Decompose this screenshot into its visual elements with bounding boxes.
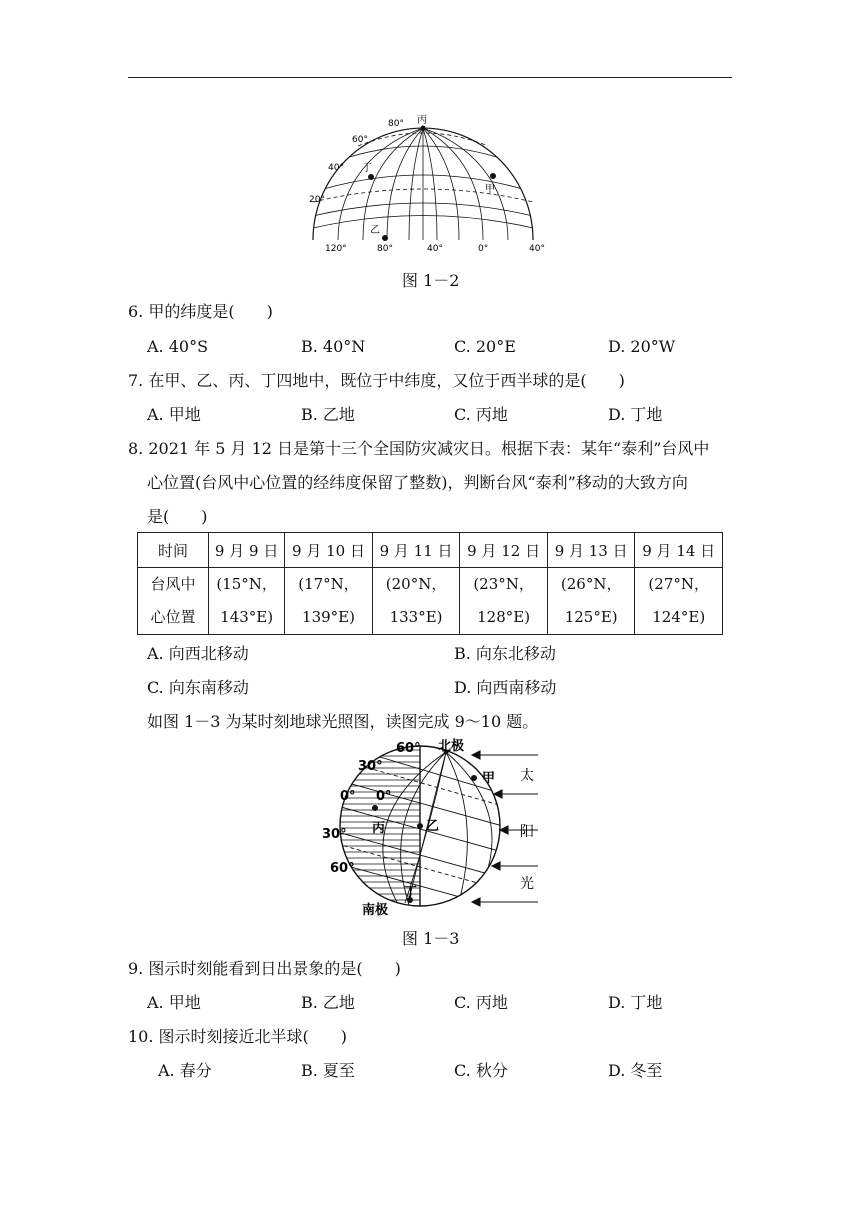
table-row	[138, 568, 723, 635]
q7-option-d[interactable]: D. 丁地	[608, 405, 663, 424]
lat-value: (26°N，	[560, 575, 622, 593]
globe-north-pole-label: 北极	[438, 739, 465, 754]
point-ding	[368, 174, 374, 180]
q8-option-b[interactable]: B. 向东北移动	[454, 644, 556, 663]
lat-value: (23°N，	[473, 575, 534, 593]
point-yi	[382, 235, 388, 241]
figure-1-3-caption: 图 1－3	[402, 929, 460, 948]
q6-option-d[interactable]: D. 20°W	[608, 337, 676, 356]
point-jia	[490, 173, 496, 179]
q7-option-c[interactable]: C. 丙地	[454, 405, 508, 424]
row-label-line-1: 台风中	[150, 575, 196, 593]
q9-option-c[interactable]: C. 丙地	[454, 993, 508, 1012]
question-10-stem: 10. 图示时刻接近北半球( )	[128, 1027, 348, 1046]
question-8-line-3: 是( )	[147, 507, 208, 526]
lon-value: 125°E)	[564, 608, 618, 626]
typhoon-position-table	[137, 532, 723, 635]
q9-option-a[interactable]: A. 甲地	[147, 993, 201, 1012]
label-jia: 甲	[485, 184, 495, 195]
question-8-line-2: 心位置(台风中心位置的经纬度保留了整数)，判断台风“泰利”移动的大致方向	[147, 473, 688, 492]
question-7-stem: 7. 在甲、乙、丙、丁四地中，既位于中纬度，又位于西半球的是( )	[128, 371, 625, 390]
figure-1-2-caption: 图 1－2	[402, 271, 460, 290]
point-jia-globe	[471, 775, 477, 781]
label-ding: 丁	[362, 163, 372, 174]
table-date-cell: 9 月 12 日	[460, 533, 548, 568]
q6-option-c[interactable]: C. 20°E	[454, 337, 516, 356]
table-date-cell: 9 月 9 日	[209, 533, 285, 568]
lat-label-20: 20°	[309, 195, 325, 205]
lon-label-40a: 40°	[427, 244, 443, 254]
q6-option-b[interactable]: B. 40°N	[301, 337, 366, 356]
q10-option-a[interactable]: A. 春分	[158, 1061, 212, 1080]
table-header-time: 时间	[138, 533, 209, 568]
table-position-cell	[209, 568, 285, 635]
lat-label-80: 80°	[388, 119, 404, 129]
globe-label-ding: 丁	[404, 885, 418, 900]
sunlight-label-tai: 太	[520, 768, 534, 784]
q9-option-b[interactable]: B. 乙地	[301, 993, 355, 1012]
q8-option-c[interactable]: C. 向东南移动	[147, 678, 249, 697]
globe-lat-0: 0°	[340, 789, 356, 804]
sunlight-label-guang: 光	[520, 876, 534, 892]
globe-lat-30n: 30°	[358, 759, 383, 774]
lat-value: (15°N，	[216, 575, 277, 593]
label-bing: 丙	[417, 115, 427, 126]
table-date-cell: 9 月 11 日	[372, 533, 460, 568]
question-8-line-1: 8. 2021 年 5 月 12 日是第十三个全国防灾减灾日。根据下表：某年“泰利”台风中	[128, 439, 710, 458]
table-position-cell	[547, 568, 635, 635]
q7-option-b[interactable]: B. 乙地	[301, 405, 355, 424]
figure-1-2-hemisphere-grid	[300, 110, 560, 260]
question-6-stem: 6. 甲的纬度是( )	[128, 302, 273, 321]
lon-value: 139°E)	[302, 608, 355, 626]
table-row-label	[138, 568, 209, 635]
table-position-cell	[460, 568, 548, 635]
table-position-cell	[372, 568, 460, 635]
table-position-cell	[635, 568, 723, 635]
lon-label-120: 120°	[325, 244, 347, 254]
globe-south-pole-label: 南极	[362, 903, 389, 918]
figure-1-3-illumination-globe	[320, 738, 550, 918]
globe-label-yi: 乙	[426, 819, 440, 834]
header-rule	[128, 77, 732, 78]
globe-lat-30s: 30°	[322, 827, 347, 842]
lat-value: (27°N，	[648, 575, 709, 593]
globe-label-jia: 甲	[482, 771, 496, 786]
q6-option-a[interactable]: A. 40°S	[147, 337, 209, 356]
lon-value: 128°E)	[477, 608, 531, 626]
table-date-cell: 9 月 10 日	[285, 533, 373, 568]
lat-label-40: 40°	[328, 163, 344, 173]
q9-option-d[interactable]: D. 丁地	[608, 993, 663, 1012]
globe-lat-0-inner: 0°	[376, 789, 392, 804]
row-label-line-2: 心位置	[150, 608, 196, 626]
lat-label-60: 60°	[352, 135, 368, 145]
table-date-cell: 9 月 13 日	[547, 533, 635, 568]
globe-lat-60n: 60°	[396, 741, 421, 756]
question-9-stem: 9. 图示时刻能看到日出景象的是( )	[128, 959, 401, 978]
q7-option-a[interactable]: A. 甲地	[147, 405, 201, 424]
lat-value: (20°N，	[385, 575, 447, 593]
lon-label-0: 0°	[478, 244, 489, 254]
label-yi: 乙	[370, 225, 380, 236]
q10-option-b[interactable]: B. 夏至	[301, 1061, 355, 1080]
lon-label-40b: 40°	[529, 244, 545, 254]
point-bing-globe	[372, 805, 378, 811]
q10-option-d[interactable]: D. 冬至	[608, 1061, 663, 1080]
point-yi-globe	[417, 823, 423, 829]
globe-lat-60s: 60°	[330, 861, 355, 876]
lon-value: 133°E)	[389, 608, 443, 626]
lon-label-80: 80°	[377, 244, 393, 254]
q8-option-a[interactable]: A. 向西北移动	[147, 644, 249, 663]
figure-1-3-intro: 如图 1－3 为某时刻地球光照图，读图完成 9～10 题。	[147, 712, 539, 731]
table-header-row	[138, 533, 723, 568]
lat-value: (17°N，	[298, 575, 359, 593]
q8-option-d[interactable]: D. 向西南移动	[454, 678, 557, 697]
lon-value: 143°E)	[220, 608, 274, 626]
table-date-cell: 9 月 14 日	[635, 533, 723, 568]
sunlight-label-yang: 阳	[520, 824, 534, 840]
table-position-cell	[285, 568, 373, 635]
q10-option-c[interactable]: C. 秋分	[454, 1061, 508, 1080]
globe-label-bing: 丙	[372, 821, 386, 836]
lon-value: 124°E)	[652, 608, 706, 626]
